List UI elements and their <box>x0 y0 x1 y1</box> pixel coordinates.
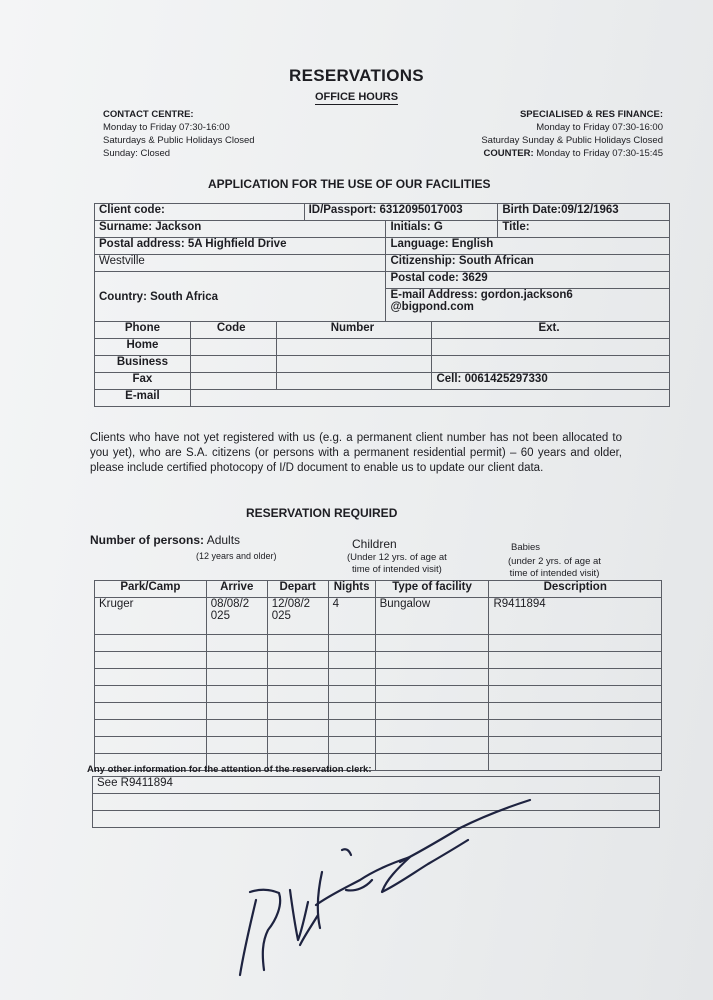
babies-label: Babies <box>511 542 541 553</box>
citizenship-field[interactable]: Citizenship: South African <box>386 255 670 272</box>
children-note: (Under 12 yrs. of age at time of intended visit) <box>347 552 447 575</box>
ext-header: Ext. <box>432 322 670 339</box>
depart-header: Depart <box>267 581 328 598</box>
title-field[interactable]: Title: <box>498 221 670 238</box>
description-cell[interactable]: R9411894 <box>489 598 662 635</box>
cell-field[interactable]: Cell: 0061425297330 <box>432 373 670 390</box>
number-header: Number <box>276 322 432 339</box>
phone-header: Phone <box>95 322 191 339</box>
finance-label: SPECIALISED & RES FINANCE: <box>519 109 663 120</box>
nights-header: Nights <box>328 581 375 598</box>
contact-centre-label: CONTACT CENTRE: <box>103 109 194 120</box>
babies-note: (under 2 yrs. of age at time of intended visit) <box>508 556 601 579</box>
form-title: RESERVATIONS <box>289 66 424 85</box>
arrive-cell[interactable]: 08/08/2 025 <box>206 598 267 635</box>
counter-hours: COUNTER: Monday to Friday 07:30-15:45 <box>483 148 663 159</box>
id-passport-field[interactable]: ID/Passport: 6312095017003 <box>304 204 498 221</box>
nights-cell[interactable]: 4 <box>328 598 375 635</box>
client-code-field[interactable]: Client code: <box>95 204 305 221</box>
notice-paragraph: Clients who have not yet registered with us (e.g. a permanent client number has not been allocated to you yet), who are S.A. citizens (or persons with a permanent residential permit) – 60 years and older, please include certified photocopy of I/D document to enable us to update our client data. <box>90 432 622 474</box>
depart-cell[interactable]: 12/08/2 025 <box>267 598 328 635</box>
other-info-value[interactable]: See R9411894 <box>93 777 660 794</box>
facility-header: Type of facility <box>375 581 489 598</box>
home-label: Home <box>95 339 191 356</box>
children-label: Children <box>352 537 397 551</box>
facility-cell[interactable]: Bungalow <box>375 598 489 635</box>
adults-label: Adults <box>206 533 241 547</box>
contact-centre-line3: Sunday: Closed <box>103 148 171 159</box>
reservation-heading: RESERVATION REQUIRED <box>246 506 398 520</box>
park-camp-header: Park/Camp <box>95 581 207 598</box>
business-label: Business <box>95 356 191 373</box>
contact-centre-line1: Monday to Friday 07:30-16:00 <box>103 122 230 133</box>
other-info-label: Any other information for the attention of the reservation clerk: <box>87 764 372 775</box>
country-field[interactable]: Country: South Africa <box>95 272 386 322</box>
finance-line2: Saturday Sunday & Public Holidays Closed <box>481 135 663 146</box>
office-hours-heading: OFFICE HOURS <box>314 91 399 103</box>
application-heading: APPLICATION FOR THE USE OF OUR FACILITIES <box>208 177 491 191</box>
email-label: E-mail <box>95 390 191 407</box>
finance-line1: Monday to Friday 07:30-16:00 <box>536 122 663 133</box>
arrive-header: Arrive <box>206 581 267 598</box>
language-field[interactable]: Language: English <box>386 238 670 255</box>
adults-note: (12 years and older) <box>196 551 277 561</box>
birth-date-field[interactable]: Birth Date:09/12/1963 <box>498 204 670 221</box>
surname-field[interactable]: Surname: Jackson <box>95 221 386 238</box>
postal-address-field[interactable]: Postal address: 5A Highfield Drive <box>95 238 386 255</box>
code-header: Code <box>190 322 276 339</box>
address-line2-field[interactable]: Westville <box>95 255 386 272</box>
fax-label: Fax <box>95 373 191 390</box>
email-line1: E-mail Address: gordon.jackson6 <box>390 289 573 301</box>
initials-field[interactable]: Initials: G <box>386 221 498 238</box>
email-line2: @bigpond.com <box>390 301 474 313</box>
persons-label: Number of persons: <box>90 533 205 547</box>
postal-code-field[interactable]: Postal code: 3629 <box>386 272 670 289</box>
park-cell[interactable]: Kruger <box>95 598 207 635</box>
contact-centre-line2: Saturdays & Public Holidays Closed <box>103 135 255 146</box>
description-header: Description <box>489 581 662 598</box>
